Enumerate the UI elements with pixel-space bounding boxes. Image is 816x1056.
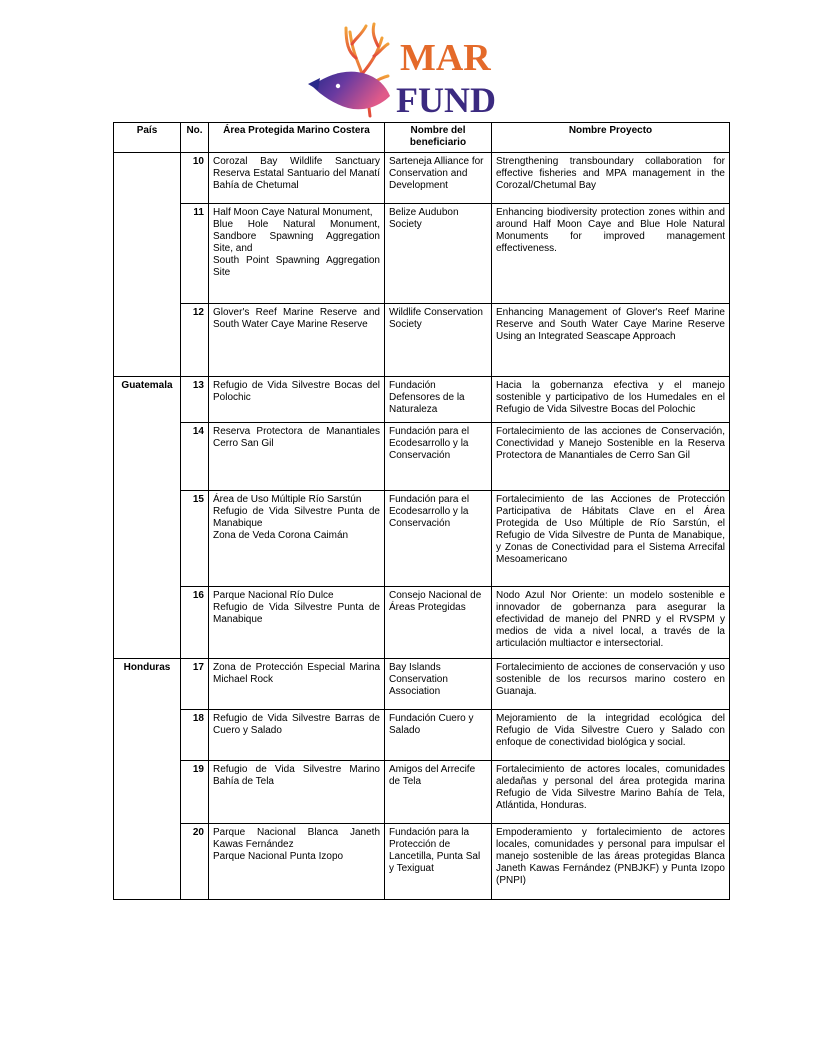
country-cell: Honduras: [114, 659, 181, 900]
beneficiary-cell: Amigos del Arrecife de Tela: [385, 761, 492, 824]
beneficiary-cell: Fundación para el Ecodesarrollo y la Conservación: [385, 423, 492, 491]
area-line: Corozal Bay Wildlife Sanctuary Reserva Estatal Santuario del Manatí Bahía de Chetumal: [213, 156, 380, 191]
project-cell: Fortalecimiento de las Acciones de Protección Participativa de Hábitats Clave en el Área Protegida de Uso Múltiple de Río Sarstún, el Refugio de Vida Silvestre de Punta de Manabique, y Zonas de Conectividad para el Sistema Arrecifal Mesoamericano: [492, 491, 730, 587]
header-proyecto: Nombre Proyecto: [492, 123, 730, 153]
beneficiary-cell: Wildlife Conservation Society: [385, 304, 492, 377]
area-line: Refugio de Vida Silvestre Bocas del Polochic: [213, 380, 380, 403]
table-row: [114, 659, 730, 710]
beneficiary-cell: Consejo Nacional de Áreas Protegidas: [385, 587, 492, 659]
header-pais: País: [114, 123, 181, 153]
row-number: 20: [181, 824, 209, 900]
beneficiary-cell: Sarteneja Alliance for Conservation and Development: [385, 153, 492, 204]
row-number: 18: [181, 710, 209, 761]
beneficiary-cell: Fundación para el Ecodesarrollo y la Conservación: [385, 491, 492, 587]
area-line: Zona de Veda Corona Caimán: [213, 530, 349, 541]
project-cell: Strengthening transboundary collaboration for effective fisheries and MPA management in the Corozal/Chetumal Bay: [492, 153, 730, 204]
logo-mar-text: MAR: [400, 37, 491, 79]
area-cell: [209, 377, 385, 423]
table-row: [114, 423, 730, 491]
area-line: Parque Nacional Río Dulce: [213, 590, 334, 601]
area-cell: [209, 824, 385, 900]
area-line: Blue Hole Natural Monument, Sandbore Spawning Aggregation Site, and: [213, 219, 380, 254]
table-row: [114, 587, 730, 659]
row-number: 16: [181, 587, 209, 659]
project-cell: Fortalecimiento de actores locales, comunidades aledañas y personal del área protegida marina Refugio de Vida Silvestre Marino Bahía de Tela, Atlántida, Honduras.: [492, 761, 730, 824]
row-number: 17: [181, 659, 209, 710]
beneficiary-cell: Belize Audubon Society: [385, 204, 492, 304]
area-line: Parque Nacional Punta Izopo: [213, 851, 344, 862]
table-row: [114, 824, 730, 900]
fish-icon: [308, 72, 390, 110]
marfund-logo: [308, 18, 514, 122]
area-line: Refugio de Vida Silvestre Punta de Manabique: [213, 602, 380, 625]
country-cell: [114, 153, 181, 377]
area-line: Reserva Protectora de Manantiales Cerro San Gil: [213, 426, 380, 449]
row-number: 12: [181, 304, 209, 377]
row-number: 13: [181, 377, 209, 423]
area-cell: [209, 491, 385, 587]
area-cell: [209, 204, 385, 304]
beneficiary-cell: Bay Islands Conservation Association: [385, 659, 492, 710]
project-cell: Enhancing biodiversity protection zones within and around Half Moon Caye and Blue Hole Natural Monuments for improved management effectiveness.: [492, 204, 730, 304]
area-cell: [209, 710, 385, 761]
country-cell: Guatemala: [114, 377, 181, 659]
row-number: 19: [181, 761, 209, 824]
row-number: 11: [181, 204, 209, 304]
table-row: [114, 204, 730, 304]
beneficiary-cell: Fundación para la Protección de Lancetilla, Punta Sal y Texiguat: [385, 824, 492, 900]
area-line: Glover's Reef Marine Reserve and South Water Caye Marine Reserve: [213, 307, 380, 330]
project-cell: Empoderamiento y fortalecimiento de actores locales, comunidades y personal para impulsar el manejo sostenible de las áreas protegidas Blanca Janeth Kawas Fernández (PNBJKF) y Punta Izopo (PNPI): [492, 824, 730, 900]
table-row: [114, 710, 730, 761]
area-line: Refugio de Vida Silvestre Marino Bahía de Tela: [213, 764, 380, 787]
header-area: Área Protegida Marino Costera: [209, 123, 385, 153]
area-line: Refugio de Vida Silvestre Punta de Manabique: [213, 506, 380, 529]
logo-fund-text: FUND: [396, 80, 496, 120]
header-no: No.: [181, 123, 209, 153]
area-cell: [209, 587, 385, 659]
area-line: Área de Uso Múltiple Río Sarstún: [213, 494, 362, 505]
area-cell: [209, 659, 385, 710]
beneficiary-cell: Fundación Cuero y Salado: [385, 710, 492, 761]
project-cell: Hacia la gobernanza efectiva y el manejo sostenible y participativo de los Humedales en el Refugio de Vida Silvestre Bocas del Polochic: [492, 377, 730, 423]
area-line: South Point Spawning Aggregation Site: [213, 255, 380, 278]
project-cell: Nodo Azul Nor Oriente: un modelo sostenible e innovador de gobernanza para asegurar la efectividad de manejo del PNRD y el RVSPM y medios de vida a nivel local, a través de la articulación multiactor e intersectorial.: [492, 587, 730, 659]
table-row: [114, 491, 730, 587]
table-row: [114, 761, 730, 824]
row-number: 14: [181, 423, 209, 491]
area-cell: [209, 153, 385, 204]
project-cell: Fortalecimiento de las acciones de Conservación, Conectividad y Manejo Sostenible en la Reserva Protectora de Manantiales de Cerro San Gil: [492, 423, 730, 491]
area-cell: [209, 423, 385, 491]
project-cell: Mejoramiento de la integridad ecológica del Refugio de Vida Silvestre Cuero y Salado con enfoque de conectividad biológica y social.: [492, 710, 730, 761]
beneficiary-cell: Fundación Defensores de la Naturaleza: [385, 377, 492, 423]
project-cell: Fortalecimiento de acciones de conservación y uso sostenible de los recursos marino costero en Guanaja.: [492, 659, 730, 710]
table-row: [114, 153, 730, 204]
beneficiaries-table: [113, 122, 730, 900]
header-beneficiario: Nombre del beneficiario: [385, 123, 492, 153]
table-row: [114, 377, 730, 423]
row-number: 15: [181, 491, 209, 587]
project-cell: Enhancing Management of Glover's Reef Marine Reserve and South Water Caye Marine Reserve Using an Integrated Seascape Approach: [492, 304, 730, 377]
area-line: Parque Nacional Blanca Janeth Kawas Fernández: [213, 827, 380, 850]
area-line: Zona de Protección Especial Marina Michael Rock: [213, 662, 380, 685]
table-row: [114, 304, 730, 377]
area-line: Refugio de Vida Silvestre Barras de Cuero y Salado: [213, 713, 380, 736]
area-line: Half Moon Caye Natural Monument,: [213, 207, 373, 218]
row-number: 10: [181, 153, 209, 204]
table-header-row: [114, 123, 730, 153]
area-cell: [209, 761, 385, 824]
area-cell: [209, 304, 385, 377]
